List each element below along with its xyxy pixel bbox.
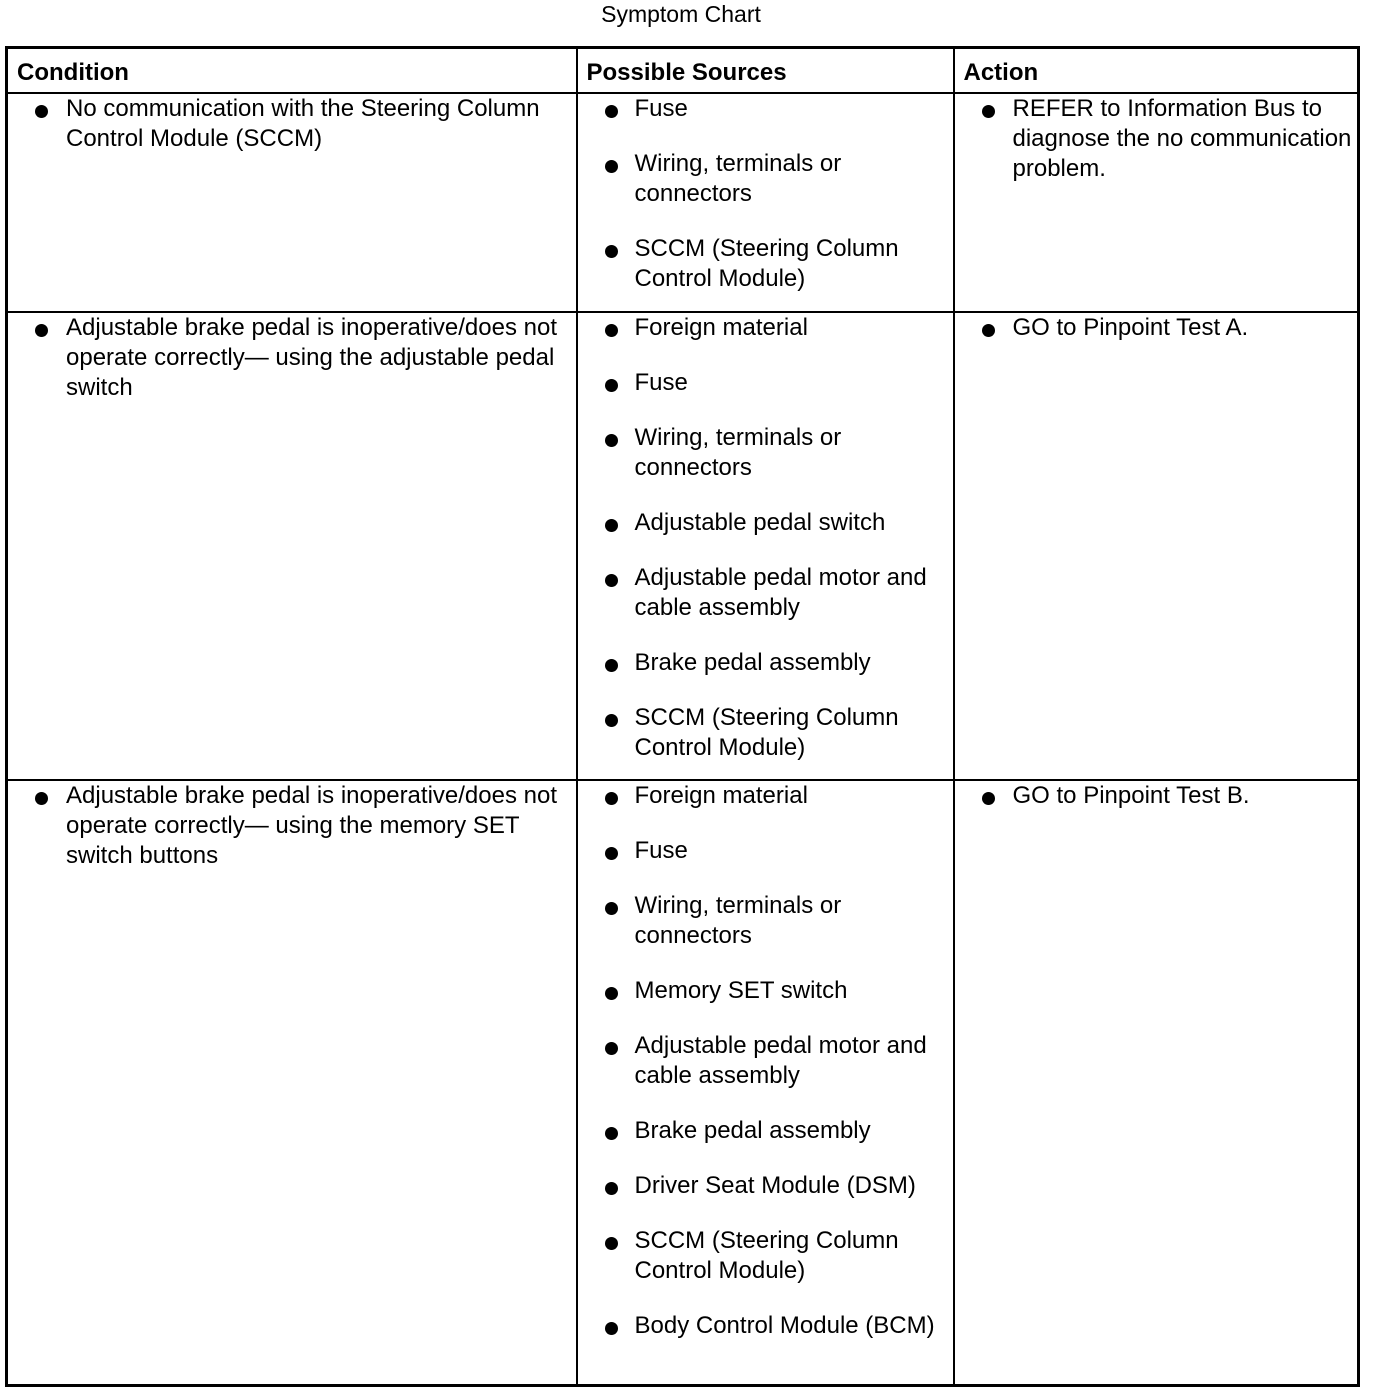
condition-cell [7,312,577,780]
source-item [578,976,953,1006]
source-item [578,508,953,538]
source-text: Adjustable pedal switch [634,508,886,536]
bullet-icon [605,902,618,915]
header-condition: Condition [7,48,577,93]
source-text: Foreign material [634,313,808,341]
source-item [578,423,953,483]
bullet-icon [605,847,618,860]
source-item [578,703,953,763]
bullet-icon [605,245,618,258]
action-cell [954,93,1359,312]
source-item [578,781,953,811]
bullet-icon [982,324,995,337]
source-item [578,1311,953,1341]
source-text: Memory SET switch [634,976,848,1004]
sources-cell [577,93,954,312]
source-text: Wiring, terminals or connectors [634,891,842,949]
bullet-icon [605,574,618,587]
source-text: Adjustable pedal motor and cable assembly [634,563,927,621]
source-item [578,368,953,398]
bullet-icon [605,1182,618,1195]
condition-cell [7,93,577,312]
source-text: Brake pedal assembly [634,648,871,676]
header-row [7,48,1359,93]
source-text: Fuse [634,368,688,396]
bullet-icon [605,714,618,727]
bullet-icon [982,792,995,805]
action-item [955,94,1358,184]
header-possible-sources: Possible Sources [577,48,954,93]
bullet-icon [35,324,48,337]
source-item [578,1171,953,1201]
source-text: Wiring, terminals or connectors [634,149,842,207]
source-text: SCCM (Steering Column Control Module) [634,234,899,292]
source-text: Foreign material [634,781,808,809]
bullet-icon [35,792,48,805]
condition-item [8,781,576,871]
bullet-icon [605,1322,618,1335]
sources-cell [577,312,954,780]
bullet-icon [35,105,48,118]
source-item [578,648,953,678]
bullet-icon [605,1237,618,1250]
table-row [7,780,1359,1386]
source-text: Driver Seat Module (DSM) [634,1171,916,1199]
sources-cell [577,780,954,1386]
source-item [578,1226,953,1286]
condition-cell [7,780,577,1386]
source-item [578,149,953,209]
source-text: Fuse [634,94,688,122]
source-item [578,234,953,294]
bullet-icon [605,105,618,118]
action-item [955,781,1358,811]
bullet-icon [605,792,618,805]
action-item [955,313,1358,343]
source-text: Body Control Module (BCM) [634,1311,935,1339]
header-action: Action [954,48,1359,93]
bullet-icon [982,105,995,118]
condition-item [8,94,576,154]
bullet-icon [605,1127,618,1140]
action-text: REFER to Information Bus to diagnose the no communication problem. [1012,94,1352,182]
bullet-icon [605,434,618,447]
bullet-icon [605,160,618,173]
bullet-icon [605,1042,618,1055]
source-text: Wiring, terminals or connectors [634,423,842,481]
bullet-icon [605,659,618,672]
source-item [578,1116,953,1146]
bullet-icon [605,987,618,1000]
action-cell [954,312,1359,780]
condition-text: Adjustable brake pedal is inoperative/does not operate correctly— using the memory SET switch buttons [66,781,557,869]
source-item [578,94,953,124]
condition-text: Adjustable brake pedal is inoperative/does not operate correctly— using the adjustable pedal switch [66,313,557,401]
action-text: GO to Pinpoint Test B. [1012,781,1250,809]
chart-title: Symptom Chart [601,1,761,27]
condition-text: No communication with the Steering Column Control Module (SCCM) [66,94,540,152]
table-row [7,93,1359,312]
source-item [578,313,953,343]
bullet-icon [605,519,618,532]
source-item [578,563,953,623]
source-item [578,891,953,951]
source-text: SCCM (Steering Column Control Module) [634,1226,899,1284]
source-text: Fuse [634,836,688,864]
symptom-table [5,46,1360,1387]
source-text: SCCM (Steering Column Control Module) [634,703,899,761]
source-text: Brake pedal assembly [634,1116,871,1144]
action-text: GO to Pinpoint Test A. [1012,313,1249,341]
source-text: Adjustable pedal motor and cable assembly [634,1031,927,1089]
bullet-icon [605,324,618,337]
table-row [7,312,1359,780]
bullet-icon [605,379,618,392]
source-item [578,836,953,866]
action-cell [954,780,1359,1386]
source-item [578,1031,953,1091]
condition-item [8,313,576,403]
